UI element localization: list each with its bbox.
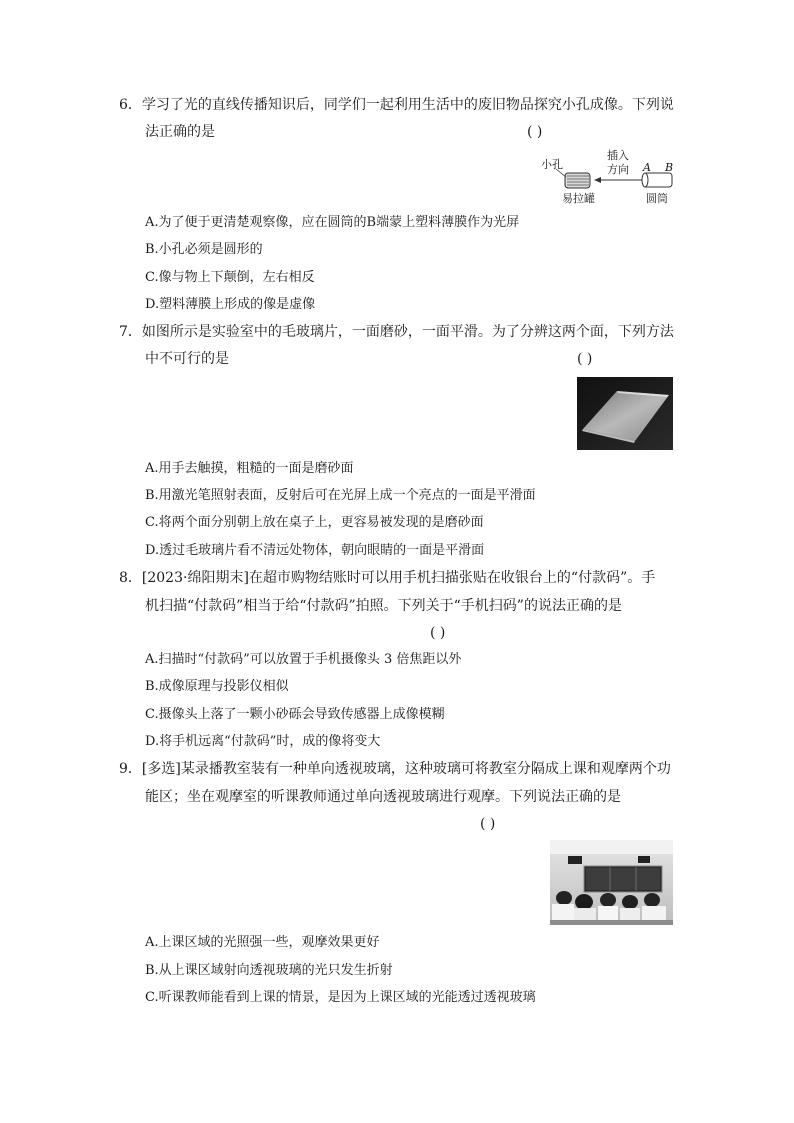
observation-room-photo bbox=[550, 840, 673, 925]
end-b-label: B bbox=[665, 161, 674, 174]
ground-glass-svg bbox=[577, 377, 673, 450]
ground-glass-photo bbox=[577, 377, 673, 450]
q7-option-d: D.透过毛玻璃片看不清远处物体，朝向眼睛的一面是平滑面 bbox=[145, 543, 485, 558]
q6-stem-line2: 法正确的是 bbox=[145, 124, 215, 140]
pinhole-camera-figure bbox=[536, 148, 678, 208]
q6-option-b: B.小孔必须是圆形的 bbox=[145, 242, 263, 257]
q8-option-d: D.将手机远离“付款码”时，成的像将变大 bbox=[145, 734, 381, 749]
insert-label-1: 插入 bbox=[607, 149, 629, 162]
q6-option-a: A.为了便于更清楚观察像，应在圆筒的B端蒙上塑料薄膜作为光屏 bbox=[145, 215, 520, 230]
q6-stem-line1: 6．学习了光的直线传播知识后，同学们一起利用生活中的废旧物品探究小孔成像。下列说 bbox=[119, 97, 674, 113]
q7-option-c: C.将两个面分别朝上放在桌子上，更容易被发现的是磨砂面 bbox=[145, 515, 484, 530]
q9-stem-line2: 能区；坐在观摩室的听课教师通过单向透视玻璃进行观摩。下列说法正确的是 bbox=[145, 789, 621, 805]
q6-option-c: C.像与物上下颠倒，左右相反 bbox=[145, 270, 315, 285]
end-a-label: A bbox=[643, 161, 651, 174]
q9-option-a: A.上课区域的光照强一些，观摩效果更好 bbox=[145, 935, 380, 950]
q7-option-b: B.用激光笔照射表面，反射后可在光屏上成一个亮点的一面是平滑面 bbox=[145, 488, 536, 503]
insert-label-2: 方向 bbox=[607, 163, 629, 176]
q8-stem-line2: 机扫描“付款码”相当于给“付款码”拍照。下列关于“手机扫码”的说法正确的是 bbox=[145, 598, 622, 614]
q7-stem-line1: 7．如图所示是实验室中的毛玻璃片，一面磨砂，一面平滑。为了分辨这两个面，下列方法 bbox=[119, 324, 674, 340]
q9-option-c: C.听课教师能看到上课的情景，是因为上课区域的光能透过透视玻璃 bbox=[145, 990, 536, 1005]
q9-stem-line1: 9．[多选]某录播教室装有一种单向透视玻璃，这种玻璃可将教室分隔成上课和观摩两个功 bbox=[119, 761, 671, 777]
q8-answer-paren: ( ) bbox=[430, 625, 446, 641]
q8-option-a: A.扫描时“付款码”可以放置于手机摄像头 3 倍焦距以外 bbox=[145, 652, 462, 667]
q9-answer-paren: ( ) bbox=[480, 816, 496, 832]
q8-stem-line1: 8．[2023·绵阳期末]在超市购物结账时可以用手机扫描张贴在收银台上的“付款码”。手 bbox=[119, 570, 656, 586]
hole-label: 小孔 bbox=[541, 158, 563, 171]
q7-answer-paren: ( ) bbox=[577, 351, 593, 367]
q8-option-b: B.成像原理与投影仪相似 bbox=[145, 679, 289, 694]
tube-label: 圆筒 bbox=[646, 192, 668, 205]
can-label: 易拉罐 bbox=[562, 192, 595, 205]
q6-answer-paren: ( ) bbox=[527, 124, 543, 140]
q7-option-a: A.用手去触摸，粗糙的一面是磨砂面 bbox=[145, 461, 354, 476]
q7-stem-line2: 中不可行的是 bbox=[145, 351, 229, 367]
q6-option-d: D.塑料薄膜上形成的像是虚像 bbox=[145, 297, 316, 312]
q8-option-c: C.摄像头上落了一颗小砂砾会导致传感器上成像模糊 bbox=[145, 707, 445, 722]
q9-option-b: B.从上课区域射向透视玻璃的光只发生折射 bbox=[145, 963, 393, 978]
observation-room-svg bbox=[550, 840, 673, 925]
